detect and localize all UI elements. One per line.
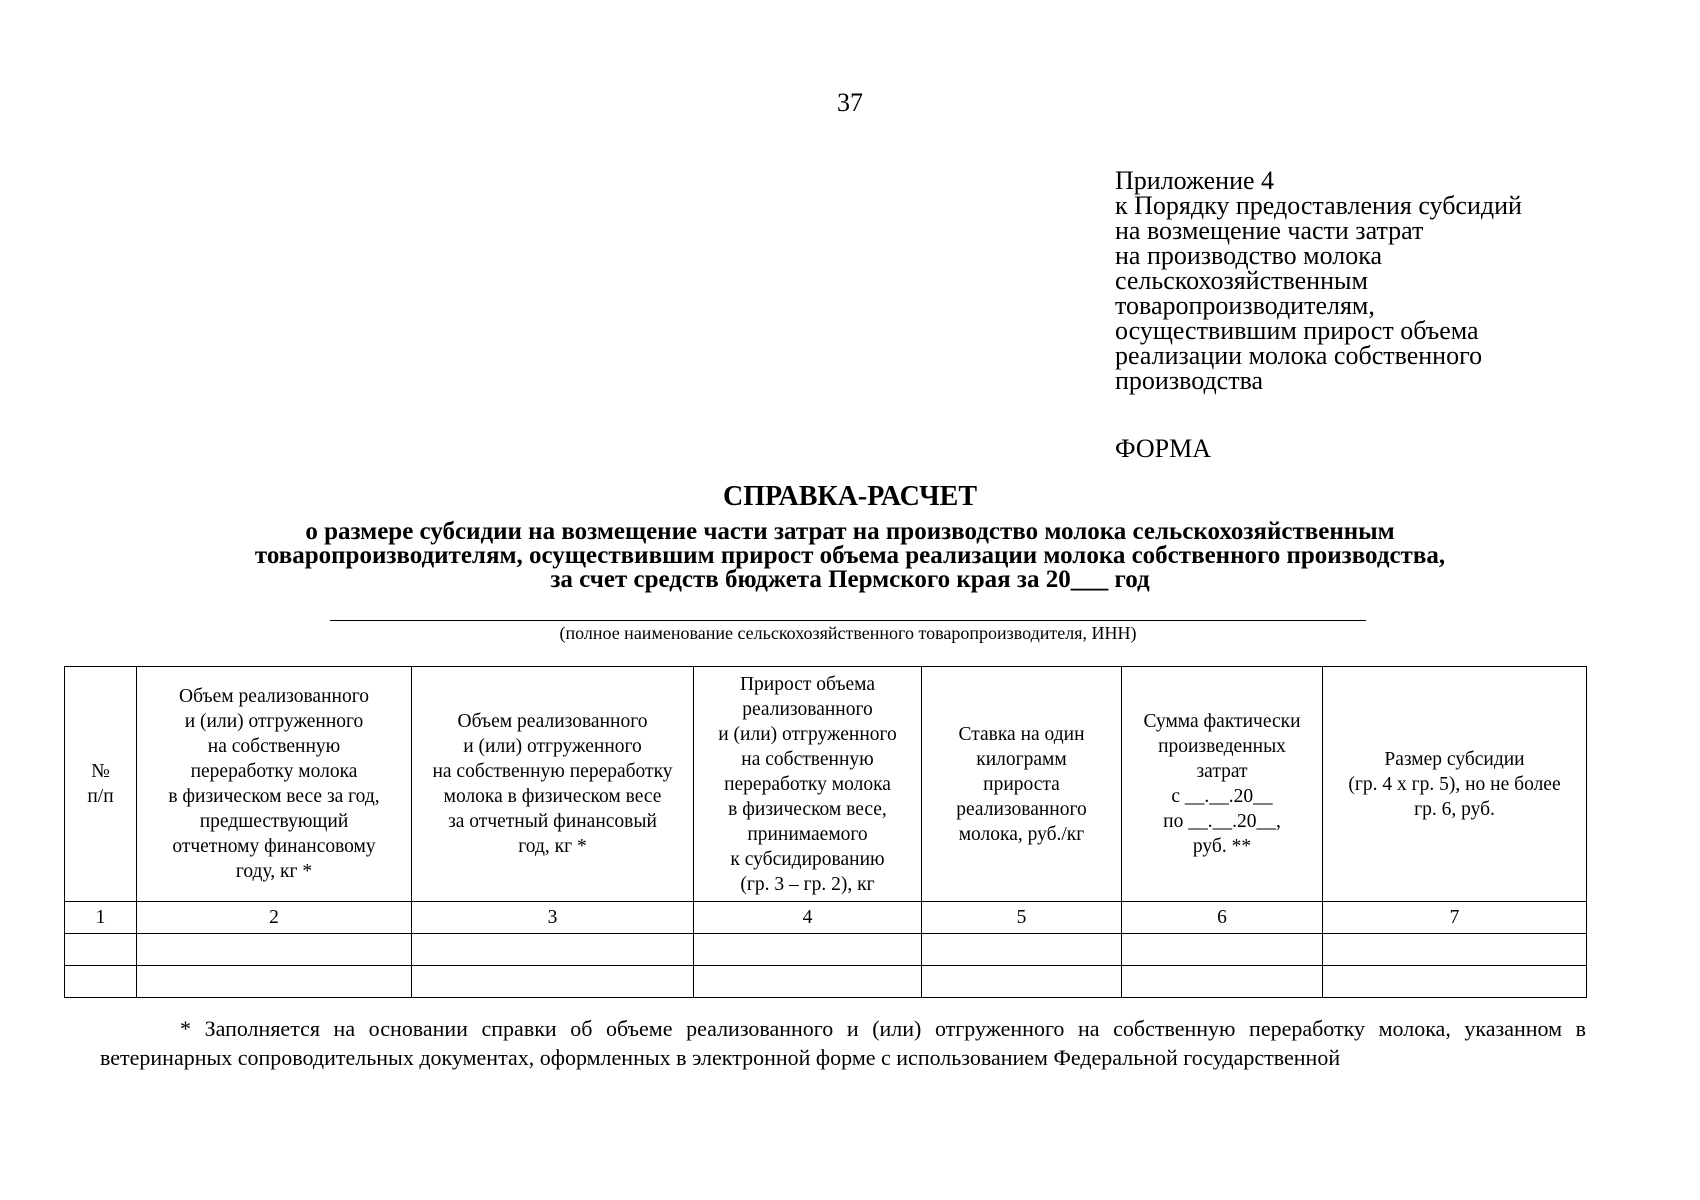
producer-name-line xyxy=(330,620,1366,621)
header-cell-col1: № п/п xyxy=(65,667,137,902)
table-cell xyxy=(694,934,922,966)
table-cell xyxy=(137,966,412,998)
table-cell xyxy=(922,966,1122,998)
header-cell-col4: Прирост объема реализованного и (или) отгруженного на собственную переработку молока в физическом весе, принимаемого к субсидированию (гр. 3 – гр. 2), кг xyxy=(694,667,922,902)
table-cell xyxy=(1122,934,1323,966)
header-cell-col7: Размер субсидии (гр. 4 х гр. 5), но не более гр. 6, руб. xyxy=(1323,667,1587,902)
page-number: 37 xyxy=(837,88,863,117)
table-cell xyxy=(694,966,922,998)
column-number-row xyxy=(65,902,1587,934)
subtitle-line: за счет средств бюджета Пермского края за 20___ год xyxy=(550,566,1150,593)
header-cell-col2: Объем реализованного и (или) отгруженного на собственную переработку молока в физическом весе за год, предшествующий отчетному финансовому году, кг * xyxy=(137,667,412,902)
subtitle-line: о размере субсидии на возмещение части затрат на производство молока сельскохозяйственным xyxy=(305,518,1395,545)
producer-name-caption: (полное наименование сельскохозяйственного товаропроизводителя, ИНН) xyxy=(559,623,1137,643)
appendix-line: на возмещение части затрат xyxy=(1115,216,1424,245)
appendix-line: реализации молока собственного xyxy=(1115,341,1483,370)
column-number-cell: 4 xyxy=(694,902,922,934)
table-cell xyxy=(1323,934,1587,966)
column-number-cell: 5 xyxy=(922,902,1122,934)
form-label: ФОРМА xyxy=(1115,434,1211,463)
table-cell xyxy=(1323,966,1587,998)
appendix-line: к Порядку предоставления субсидий xyxy=(1115,191,1522,220)
document-subtitle xyxy=(0,520,1700,592)
header-cell-col5: Ставка на один килограмм прироста реализованного молока, руб./кг xyxy=(922,667,1122,902)
footnote: * Заполняется на основании справки об объеме реализованного и (или) отгруженного на собственную переработку молока, указанном в ветеринарных сопроводительных документах, оформленных в электронной форме с использованием Федеральной государственной xyxy=(100,1016,1586,1070)
column-number-cell: 3 xyxy=(412,902,694,934)
column-number-cell: 1 xyxy=(65,902,137,934)
table-cell xyxy=(412,934,694,966)
header-row xyxy=(65,667,1587,902)
column-number-cell: 7 xyxy=(1323,902,1587,934)
calculation-table xyxy=(64,666,1587,998)
header-cell-col3: Объем реализованного и (или) отгруженного на собственную переработку молока в физическом весе за отчетный финансовый год, кг * xyxy=(412,667,694,902)
appendix-line: товаропроизводителям, xyxy=(1115,291,1375,320)
table-cell xyxy=(922,934,1122,966)
appendix-line: сельскохозяйственным xyxy=(1115,266,1368,295)
appendix-line: производства xyxy=(1115,366,1264,395)
table-cell xyxy=(412,966,694,998)
table-cell xyxy=(65,934,137,966)
appendix-line: на производство молока xyxy=(1115,241,1382,270)
subtitle-line: товаропроизводителям, осуществившим прирост объема реализации молока собственного производства, xyxy=(254,542,1446,569)
table-cell xyxy=(137,934,412,966)
table-cell xyxy=(1122,966,1323,998)
document-title: СПРАВКА-РАСЧЕТ xyxy=(722,481,978,512)
column-number-cell: 6 xyxy=(1122,902,1323,934)
table-row xyxy=(65,934,1587,966)
appendix-block xyxy=(1115,168,1675,393)
header-cell-col6: Сумма фактически произведенных затрат с __.__.20__ по __.__.20__, руб. ** xyxy=(1122,667,1323,902)
table-row xyxy=(65,966,1587,998)
column-number-cell: 2 xyxy=(137,902,412,934)
appendix-line: осуществившим прирост объема xyxy=(1115,316,1479,345)
table-cell xyxy=(65,966,137,998)
appendix-line: Приложение 4 xyxy=(1115,166,1275,195)
